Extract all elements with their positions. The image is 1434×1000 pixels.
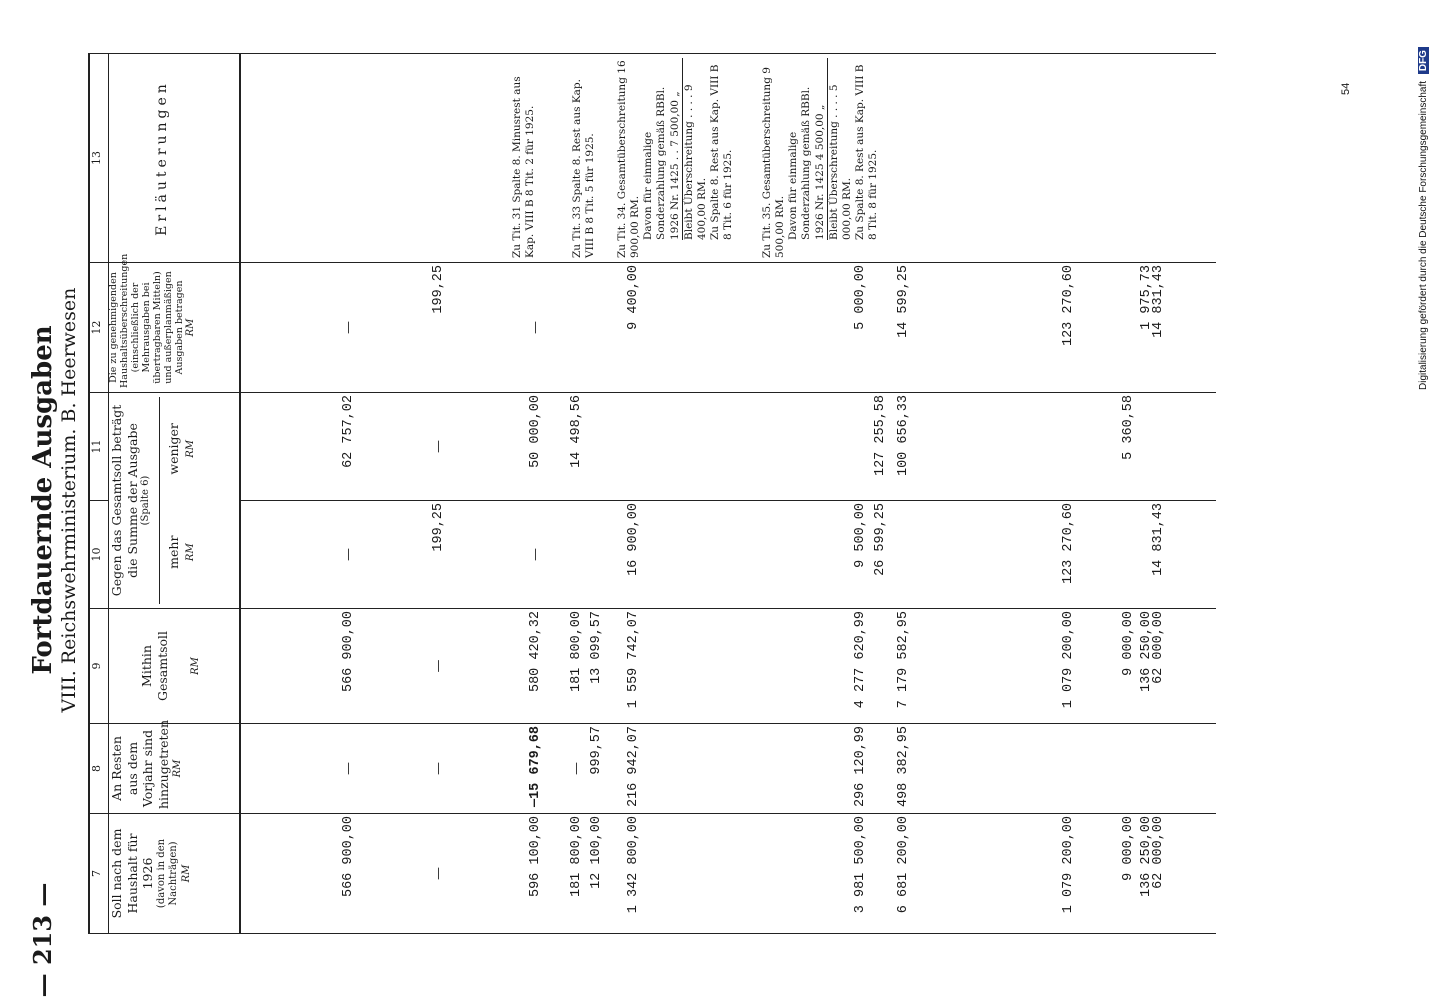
cell-r2: — [431,659,446,673]
cell-r8: 6 681 200,00 [896,816,911,914]
cell-r8: 498 382,95 [896,726,911,808]
header-ueberschreitungen [108,253,241,393]
col-mehr [240,501,1216,609]
cell-r10: 62 000,00 [1151,816,1166,889]
note-text: Zu Tit. 31 Spalte 8. Minusrest aus Kap. VIII B 8 Tit. 2 für 1925. [511,76,537,258]
header-erlaeuterungen [109,54,241,263]
note-tit-33 [571,58,597,258]
note-tit-31 [511,58,537,258]
cell-r6: 216 942,07 [626,726,641,808]
cell-r1: — [341,321,356,334]
cell-r3: —15 679,68 [528,726,543,808]
col-erlaeuterungen [240,54,1216,263]
cell-r10: 14 831,43 [1151,265,1166,338]
cell-r3: — [528,548,543,561]
col-num: 12 [89,263,109,393]
header-label: mehr [165,535,181,569]
col-gesamtsoll [240,609,1216,724]
header-label: Gegen das Gesamtsoll beträgt die Summe der Ausgabe [109,404,140,597]
cell-r3: — [528,321,543,334]
budget-table [88,53,1216,934]
col-soll [240,814,1216,934]
cell-r12: 136 250,00 [1139,611,1154,693]
cell-r12: 1 975,73 [1139,265,1154,330]
col-num: 11 [89,393,109,501]
unit-label: RM [185,543,197,562]
cell-r6: 9 400,00 [626,265,641,330]
unit-label: RM [180,864,192,883]
cell-r5: 13 099,57 [589,611,604,684]
cell-r2: — [431,440,446,453]
col-num: 10 [89,501,109,609]
cell-r1: — [341,548,356,561]
cell-r4: — [569,762,584,775]
note-text: Bleibt Überschreitung . . . . 5 000,00 RM. [827,84,853,240]
cell-r8: 14 599,25 [896,265,911,338]
header-sublabel: (Spalte 6) [140,475,152,526]
header-label: weniger [165,423,181,475]
col-num: 9 [89,609,109,724]
cell-r9: 123 270,60 [1061,503,1076,585]
cell-r9: 123 270,60 [1061,265,1076,347]
cell-r11: 5 360,58 [1121,395,1136,460]
cell-r2: 199,25 [431,503,446,552]
col-num: 13 [89,54,109,263]
cell-r2: — [431,867,446,880]
side-page-number: 54 [1340,82,1352,95]
cell-r3: 50 000,00 [528,395,543,468]
unit-label: RM [190,657,202,675]
cell-r7: 4 277 620,99 [853,611,868,709]
cell-r5: 999,57 [589,726,604,775]
note-text: Davon für einmalige Sonderzahlung gemäß RBBl. 1926 Nr. 1425 . . 7 500,00 „ [642,58,682,240]
dfg-logo: DFG [1418,47,1429,74]
note-tit-34 [616,58,735,258]
cell-r1: 62 757,02 [341,395,356,468]
note-text: Zu Tit. 33 Spalte 8. Rest aus Kap. VIII B 8 Tit. 5 für 1925. [571,79,597,258]
cell-r6: 1 342 800,00 [626,816,641,914]
unit-label: RM [171,759,183,778]
cell-r1: 566 900,00 [341,816,356,898]
cell-r7: 3 981 500,00 [853,816,868,914]
header-reste [109,719,241,814]
page-subtitle: VIII. Reichswehrministerium. B. Heerwesen [58,287,80,713]
cell-r7: 296 120,99 [853,726,868,808]
cell-r8: 100 656,33 [896,395,911,477]
cell-r9: 1 079 200,00 [1061,611,1076,709]
cell-r4: 181 800,00 [569,611,584,693]
column-number-row [89,54,109,934]
note-text: Bleibt Überschreitung . . . . 9 400,00 RM. [682,84,708,240]
note-text: Davon für einmalige Sonderzahlung gemäß RBBl. 1926 Nr. 1425 4 500,00 „ [787,58,827,240]
page-number: — 213 — [28,882,57,998]
col-num: 7 [89,814,109,934]
note-tit-35 [761,58,880,258]
cell-r11: 9 000,00 [1121,816,1136,881]
header-label: Die zu genehmigenden Haushaltsüberschreitungen (einschließlich der Mehrausgaben bei übertragbaren Mitteln) und außerplanmäßigen Ausgaben betragen [108,253,185,388]
header-soll [109,814,241,934]
header-label: Erläuterungen [154,80,170,236]
cell-r6: 16 900,00 [626,503,641,576]
header-label: Soll nach dem Haushalt für 1926 [109,828,156,919]
cell-r3: 580 420,32 [528,611,543,693]
header-weniger [166,399,198,498]
note-text: Zu Tit. 34. Gesamtüberschreitung 16 900,00 RM. [616,60,642,258]
header-gegen-gesamtsoll [109,393,241,609]
column-header-row [109,54,241,934]
cell-r2: 199,25 [431,265,446,314]
col-reste [240,724,1216,814]
note-text: Zu Spalte 8. Rest aus Kap. VIII B 8 Tit. 8 für 1925. [853,64,879,240]
unit-label: RM [185,439,197,458]
cell-r5: 12 100,00 [589,816,604,889]
header-gesamtsoll [109,609,241,724]
cell-r7: 9 500,00 [853,503,868,568]
cell-r11: 9 000,00 [1121,611,1136,676]
cell-r8: 7 179 582,95 [896,611,911,709]
cell-r7-sum: 127 255,58 [873,395,888,477]
cell-r1: 566 900,00 [341,611,356,693]
header-mehr [166,503,198,602]
page-title: Fortdauernde Ausgaben [28,325,58,675]
cell-r3: 596 100,00 [528,816,543,898]
header-label: An Resten aus dem Vorjahr sind hinzugetreten [109,719,171,809]
cell-r1: — [341,762,356,775]
cell-r7-sum: 26 599,25 [873,503,888,576]
cell-r7: 5 000,00 [853,265,868,330]
dfg-credit [1418,0,1434,1000]
header-label: Mithin Gesamtsoll [139,630,170,702]
cell-r6: 1 559 742,07 [626,611,641,709]
cell-r12: 136 250,00 [1139,816,1154,898]
table-body-row [240,54,1216,934]
cell-r4: 14 498,56 [569,395,584,468]
cell-r10: 14 831,43 [1151,503,1166,576]
credit-text: Digitalisierung gefördert durch die Deutsche Forschungsgemeinschaft [1418,80,1429,390]
header-sublabel: (davon in den Nachträgen) [155,838,180,909]
cell-r10: 62 000,00 [1151,611,1166,684]
unit-label: RM [185,318,197,337]
col-weniger [240,393,1216,501]
note-text: Zu Tit. 35. Gesamtüberschreitung 9 500,00 RM. [761,67,787,258]
cell-r4: 181 800,00 [569,816,584,898]
cell-r2: — [431,762,446,775]
col-num: 8 [89,724,109,814]
note-text: Zu Spalte 8. Rest aus Kap. VIII B 8 Tit. 6 für 1925. [708,64,734,240]
col-ueberschreitungen [240,263,1216,393]
cell-r9: 1 079 200,00 [1061,816,1076,914]
